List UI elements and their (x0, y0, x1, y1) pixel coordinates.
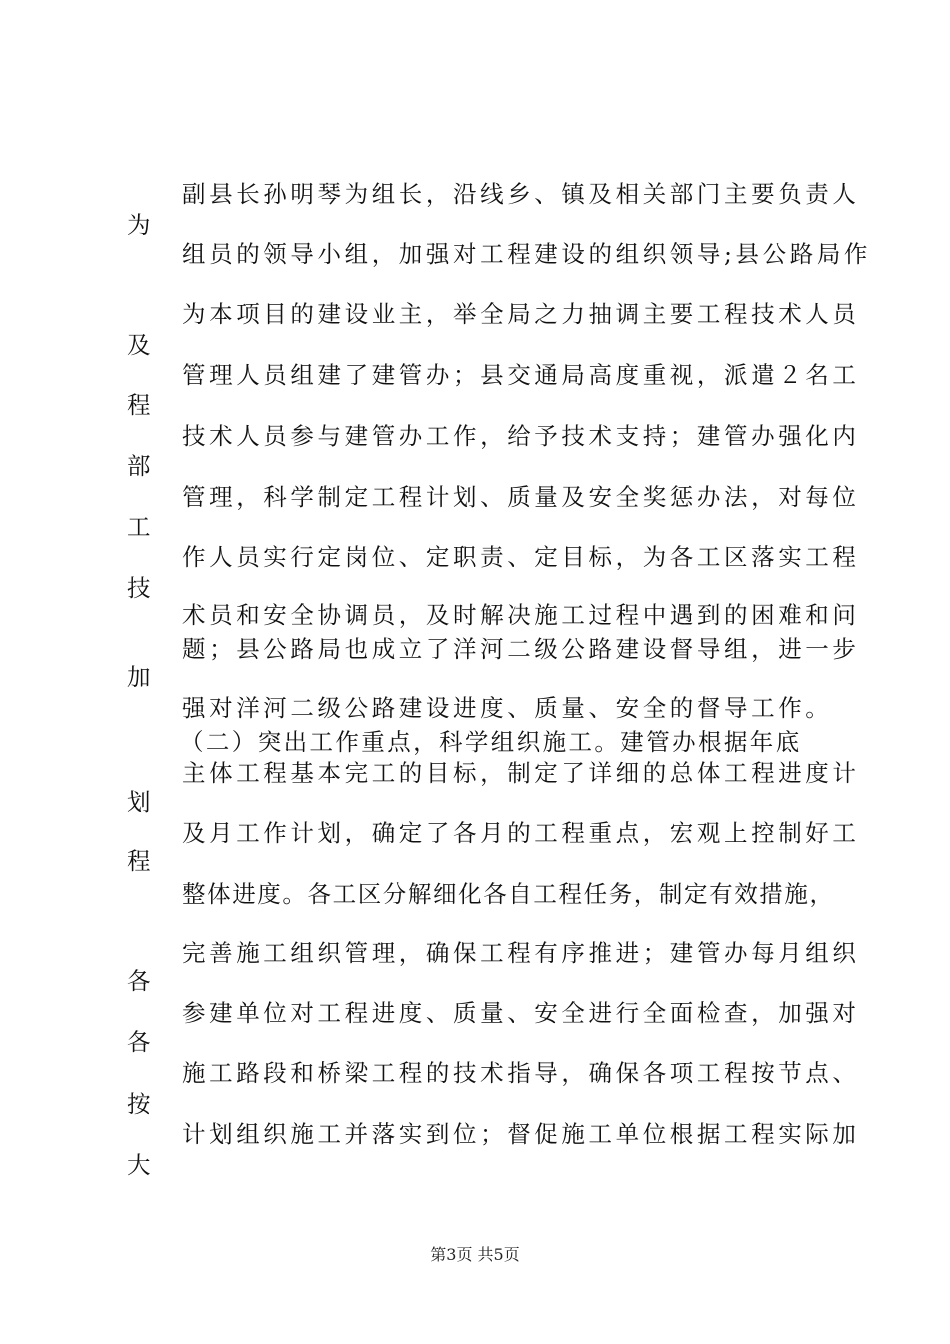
margin-char: 程 (127, 847, 151, 875)
body-line: 完善施工组织管理，确保工程有序推进；建管办每月组织 (182, 939, 860, 967)
body-line: 题；县公路局也成立了洋河二级公路建设督导组，进一步 (182, 635, 860, 663)
section-heading-line: （二）突出工作重点，科学组织施工。建管办根据年底 (180, 728, 802, 756)
body-line: 管理人员组建了建管办；县交通局高度重视，派遣２名工 (182, 361, 860, 389)
margin-char: 大 (127, 1151, 151, 1179)
margin-char: 及 (127, 331, 151, 359)
body-line: 参建单位对工程进度、质量、安全进行全面检查，加强对 (182, 999, 860, 1027)
body-line: 术员和安全协调员，及时解决施工过程中遇到的困难和问 (182, 601, 860, 629)
body-line: 强对洋河二级公路建设进度、质量、安全的督导工作。 (182, 694, 833, 722)
body-line: 计划组织施工并落实到位；督促施工单位根据工程实际加 (182, 1120, 860, 1148)
margin-char: 加 (127, 663, 151, 691)
page-footer: 第3页 共5页 (430, 1245, 520, 1264)
margin-char: 各 (127, 967, 151, 995)
body-line: 整体进度。各工区分解细化各自工程任务，制定有效措施， (182, 880, 835, 908)
body-line: 管理，科学制定工程计划、质量及安全奖惩办法，对每位 (182, 483, 860, 511)
margin-char: 部 (127, 452, 151, 480)
margin-char: 划 (127, 788, 151, 816)
margin-char: 按 (127, 1090, 151, 1118)
body-line: 组员的领导小组，加强对工程建设的组织领导;县公路局作 (182, 240, 872, 268)
body-line: 作人员实行定岗位、定职责、定目标，为各工区落实工程 (182, 543, 860, 571)
body-line: 副县长孙明琴为组长，沿线乡、镇及相关部门主要负责人 (182, 180, 860, 208)
body-line: 技术人员参与建管办工作，给予技术支持；建管办强化内 (182, 422, 860, 450)
margin-char: 程 (127, 391, 151, 419)
margin-char: 各 (127, 1028, 151, 1056)
margin-char: 为 (127, 211, 151, 239)
body-line: 主体工程基本完工的目标，制定了详细的总体工程进度计 (182, 759, 860, 787)
body-line: 及月工作计划，确定了各月的工程重点，宏观上控制好工 (182, 819, 860, 847)
margin-char: 工 (127, 513, 151, 541)
margin-char: 技 (127, 574, 151, 602)
body-line: 为本项目的建设业主，举全局之力抽调主要工程技术人员 (182, 300, 860, 328)
body-line: 施工路段和桥梁工程的技术指导，确保各项工程按节点、 (182, 1059, 860, 1087)
